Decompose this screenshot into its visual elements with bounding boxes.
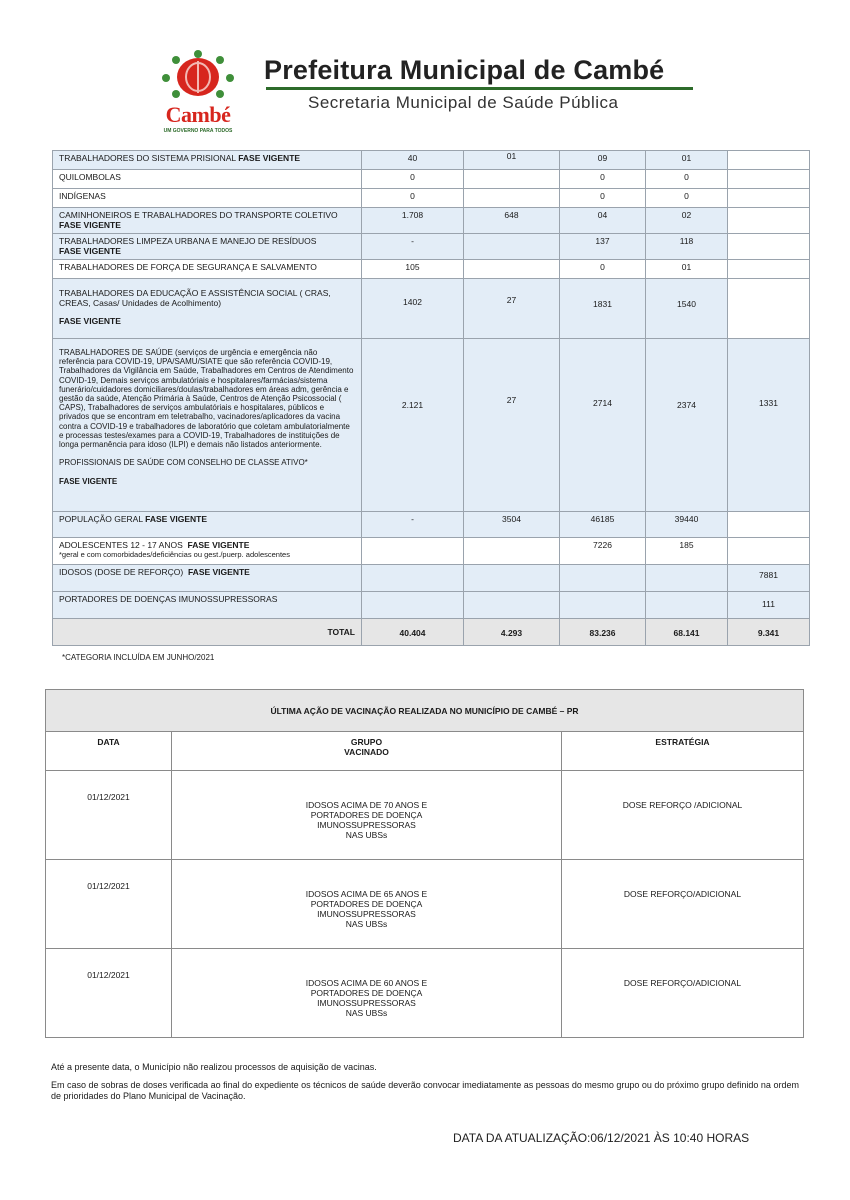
total-label: TOTAL (53, 619, 362, 646)
action-group: IDOSOS ACIMA DE 65 ANOS E PORTADORES DE DOENÇA IMUNOSSUPRESSORAS NAS UBSs (172, 860, 562, 949)
value-cell: 7881 (728, 565, 810, 592)
value-cell: 0 (560, 260, 646, 279)
update-timestamp: DATA DA ATUALIZAÇÃO:06/12/2021 ÀS 10:40 HORAS (453, 1131, 750, 1145)
total-value: 68.141 (646, 619, 728, 646)
value-cell: 1402 (362, 279, 464, 339)
value-cell (464, 538, 560, 565)
value-cell: 40 (362, 151, 464, 170)
value-cell (464, 170, 560, 189)
value-cell (464, 260, 560, 279)
value-cell: 0 (560, 189, 646, 208)
value-cell: 2374 (646, 339, 728, 512)
total-value: 83.236 (560, 619, 646, 646)
value-cell: 1831 (560, 279, 646, 339)
value-cell (464, 189, 560, 208)
action-group: IDOSOS ACIMA DE 70 ANOS E PORTADORES DE DOENÇA IMUNOSSUPRESSORAS NAS UBSs (172, 771, 562, 860)
value-cell (728, 151, 810, 170)
table-row (53, 151, 810, 170)
table-total-row (53, 619, 810, 646)
value-cell: 0 (646, 170, 728, 189)
value-cell: 01 (464, 151, 560, 170)
header-grupo: GRUPO VACINADO (172, 732, 562, 771)
title-divider (266, 87, 693, 90)
value-cell: 27 (464, 279, 560, 339)
value-cell (362, 592, 464, 619)
header-estrategia: ESTRATÉGIA (562, 732, 804, 771)
table-row (53, 208, 810, 234)
total-value: 40.404 (362, 619, 464, 646)
category-cell: CAMINHONEIROS E TRABALHADORES DO TRANSPORTE COLETIVO FASE VIGENTE (53, 208, 362, 234)
action-strategy: DOSE REFORÇO /ADICIONAL (562, 771, 804, 860)
category-cell: TRABALHADORES DO SISTEMA PRISIONAL FASE VIGENTE (53, 151, 362, 170)
category-footnote: *CATEGORIA INCLUÍDA EM JUNHO/2021 (62, 653, 215, 662)
value-cell (464, 565, 560, 592)
category-cell: TRABALHADORES DE SAÚDE (serviços de urgência e emergência não referência para COVID-19, UPA/SAMU/SIATE que são referência COVID-19, Trabalhadores da Vigilância em Saúde, Trabalhadores em Centros de Atendimento COVID-19, Demais serviços ambulatóriais e hospitalares/farmácias/sistema funerário/cuidadores domiciliares/doulas/trabalhadores em áreas adm, gerência e gestão da saúde, Atenção Primária à Saúde, Centros de Atenção Psicossocial ( CAPS), Trabalhadores de serviços ambulatóriais e hospitalares, públicos e privados que se encontram em teletrabalho, vacinadores/aplicadores da vacina contra a COVID-19 e trabalhadores de laboratório que coletam ambulatorialmente e processas testes/exames para a COVID-19, Trabalhadores de instituições de longa permanência para idoso (ILPI) e demais não listados anteriormente. PROFISSIONAIS DE SAÚDE COM CONSELHO DE CLASSE ATIVO* FASE VIGENTE (53, 339, 362, 512)
value-cell: 01 (646, 260, 728, 279)
total-value: 9.341 (728, 619, 810, 646)
category-cell: IDOSOS (DOSE DE REFORÇO) FASE VIGENTE (53, 565, 362, 592)
table-row (46, 949, 804, 1038)
value-cell (362, 565, 464, 592)
value-cell: 137 (560, 234, 646, 260)
table-row (53, 538, 810, 565)
cambe-logo (150, 48, 246, 136)
vaccination-groups-table (52, 150, 810, 646)
value-cell (728, 234, 810, 260)
page-subtitle: Secretaria Municipal de Saúde Pública (308, 93, 619, 112)
table-row (53, 170, 810, 189)
page-title: Prefeitura Municipal de Cambé (264, 55, 665, 85)
logo-slogan: UM GOVERNO PARA TODOS (163, 128, 233, 134)
value-cell: 0 (362, 189, 464, 208)
action-table-header (46, 732, 804, 771)
value-cell: 118 (646, 234, 728, 260)
value-cell: 2.121 (362, 339, 464, 512)
logo-emblem-icon (150, 48, 246, 104)
value-cell (560, 565, 646, 592)
category-cell: TRABALHADORES DA EDUCAÇÃO E ASSISTÊNCIA SOCIAL ( CRAS, CREAS, Casas/ Unidades de Acolhimento) FASE VIGENTE (53, 279, 362, 339)
category-cell: TRABALHADORES LIMPEZA URBANA E MANEJO DE RESÍDUOS FASE VIGENTE (53, 234, 362, 260)
total-value: 4.293 (464, 619, 560, 646)
value-cell: 0 (560, 170, 646, 189)
value-cell: 648 (464, 208, 560, 234)
table-row (53, 279, 810, 339)
table-row (53, 234, 810, 260)
value-cell: - (362, 234, 464, 260)
action-strategy: DOSE REFORÇO/ADICIONAL (562, 949, 804, 1038)
table-row (53, 260, 810, 279)
value-cell: 185 (646, 538, 728, 565)
action-strategy: DOSE REFORÇO/ADICIONAL (562, 860, 804, 949)
value-cell: 39440 (646, 512, 728, 538)
action-group: IDOSOS ACIMA DE 60 ANOS E PORTADORES DE DOENÇA IMUNOSSUPRESSORAS NAS UBSs (172, 949, 562, 1038)
value-cell (728, 279, 810, 339)
value-cell (728, 208, 810, 234)
value-cell (464, 234, 560, 260)
category-cell: INDÍGENAS (53, 189, 362, 208)
value-cell: 3504 (464, 512, 560, 538)
value-cell (728, 189, 810, 208)
paragraph-leftover-doses: Em caso de sobras de doses verificada ao final do expediente os técnicos de saúde deverão convocar imediatamente as pessoas do mesmo grupo ou do próximo grupo definido na ordem de prioridades do Plano Municipal de Vacinação. (51, 1080, 799, 1101)
value-cell (646, 592, 728, 619)
table-row (46, 771, 804, 860)
document-header (0, 0, 850, 145)
value-cell (728, 538, 810, 565)
value-cell: 1.708 (362, 208, 464, 234)
value-cell: 7226 (560, 538, 646, 565)
value-cell (728, 512, 810, 538)
value-cell: 01 (646, 151, 728, 170)
paragraph-acquisition: Até a presente data, o Município não realizou processos de aquisição de vacinas. (51, 1062, 377, 1072)
table-row (53, 189, 810, 208)
value-cell: 0 (646, 189, 728, 208)
value-cell: 105 (362, 260, 464, 279)
category-cell: PORTADORES DE DOENÇAS IMUNOSSUPRESSORAS (53, 592, 362, 619)
category-cell: POPULAÇÃO GERAL FASE VIGENTE (53, 512, 362, 538)
value-cell (728, 170, 810, 189)
action-date: 01/12/2021 (46, 771, 172, 860)
category-cell: TRABALHADORES DE FORÇA DE SEGURANÇA E SALVAMENTO (53, 260, 362, 279)
value-cell: 04 (560, 208, 646, 234)
header-data: DATA (46, 732, 172, 771)
value-cell: 1540 (646, 279, 728, 339)
value-cell: 27 (464, 339, 560, 512)
action-date: 01/12/2021 (46, 860, 172, 949)
value-cell: 111 (728, 592, 810, 619)
last-vaccination-action-table (45, 689, 804, 1038)
value-cell (728, 260, 810, 279)
table-row (53, 565, 810, 592)
table-row (53, 592, 810, 619)
value-cell: - (362, 512, 464, 538)
value-cell: 1331 (728, 339, 810, 512)
value-cell (464, 592, 560, 619)
value-cell (362, 538, 464, 565)
action-table-title: ÚLTIMA AÇÃO DE VACINAÇÃO REALIZADA NO MUNICÍPIO DE CAMBÉ – PR (46, 690, 804, 732)
value-cell: 2714 (560, 339, 646, 512)
table-row (46, 860, 804, 949)
value-cell (560, 592, 646, 619)
value-cell: 09 (560, 151, 646, 170)
value-cell: 02 (646, 208, 728, 234)
action-date: 01/12/2021 (46, 949, 172, 1038)
category-cell: QUILOMBOLAS (53, 170, 362, 189)
value-cell: 46185 (560, 512, 646, 538)
table-row (53, 339, 810, 512)
table-row (53, 512, 810, 538)
category-cell: ADOLESCENTES 12 - 17 ANOS FASE VIGENTE *geral e com comorbidades/deficiências ou gest./puerp. adolescentes (53, 538, 362, 565)
value-cell: 0 (362, 170, 464, 189)
value-cell (646, 565, 728, 592)
logo-wordmark: Cambé (165, 102, 231, 127)
